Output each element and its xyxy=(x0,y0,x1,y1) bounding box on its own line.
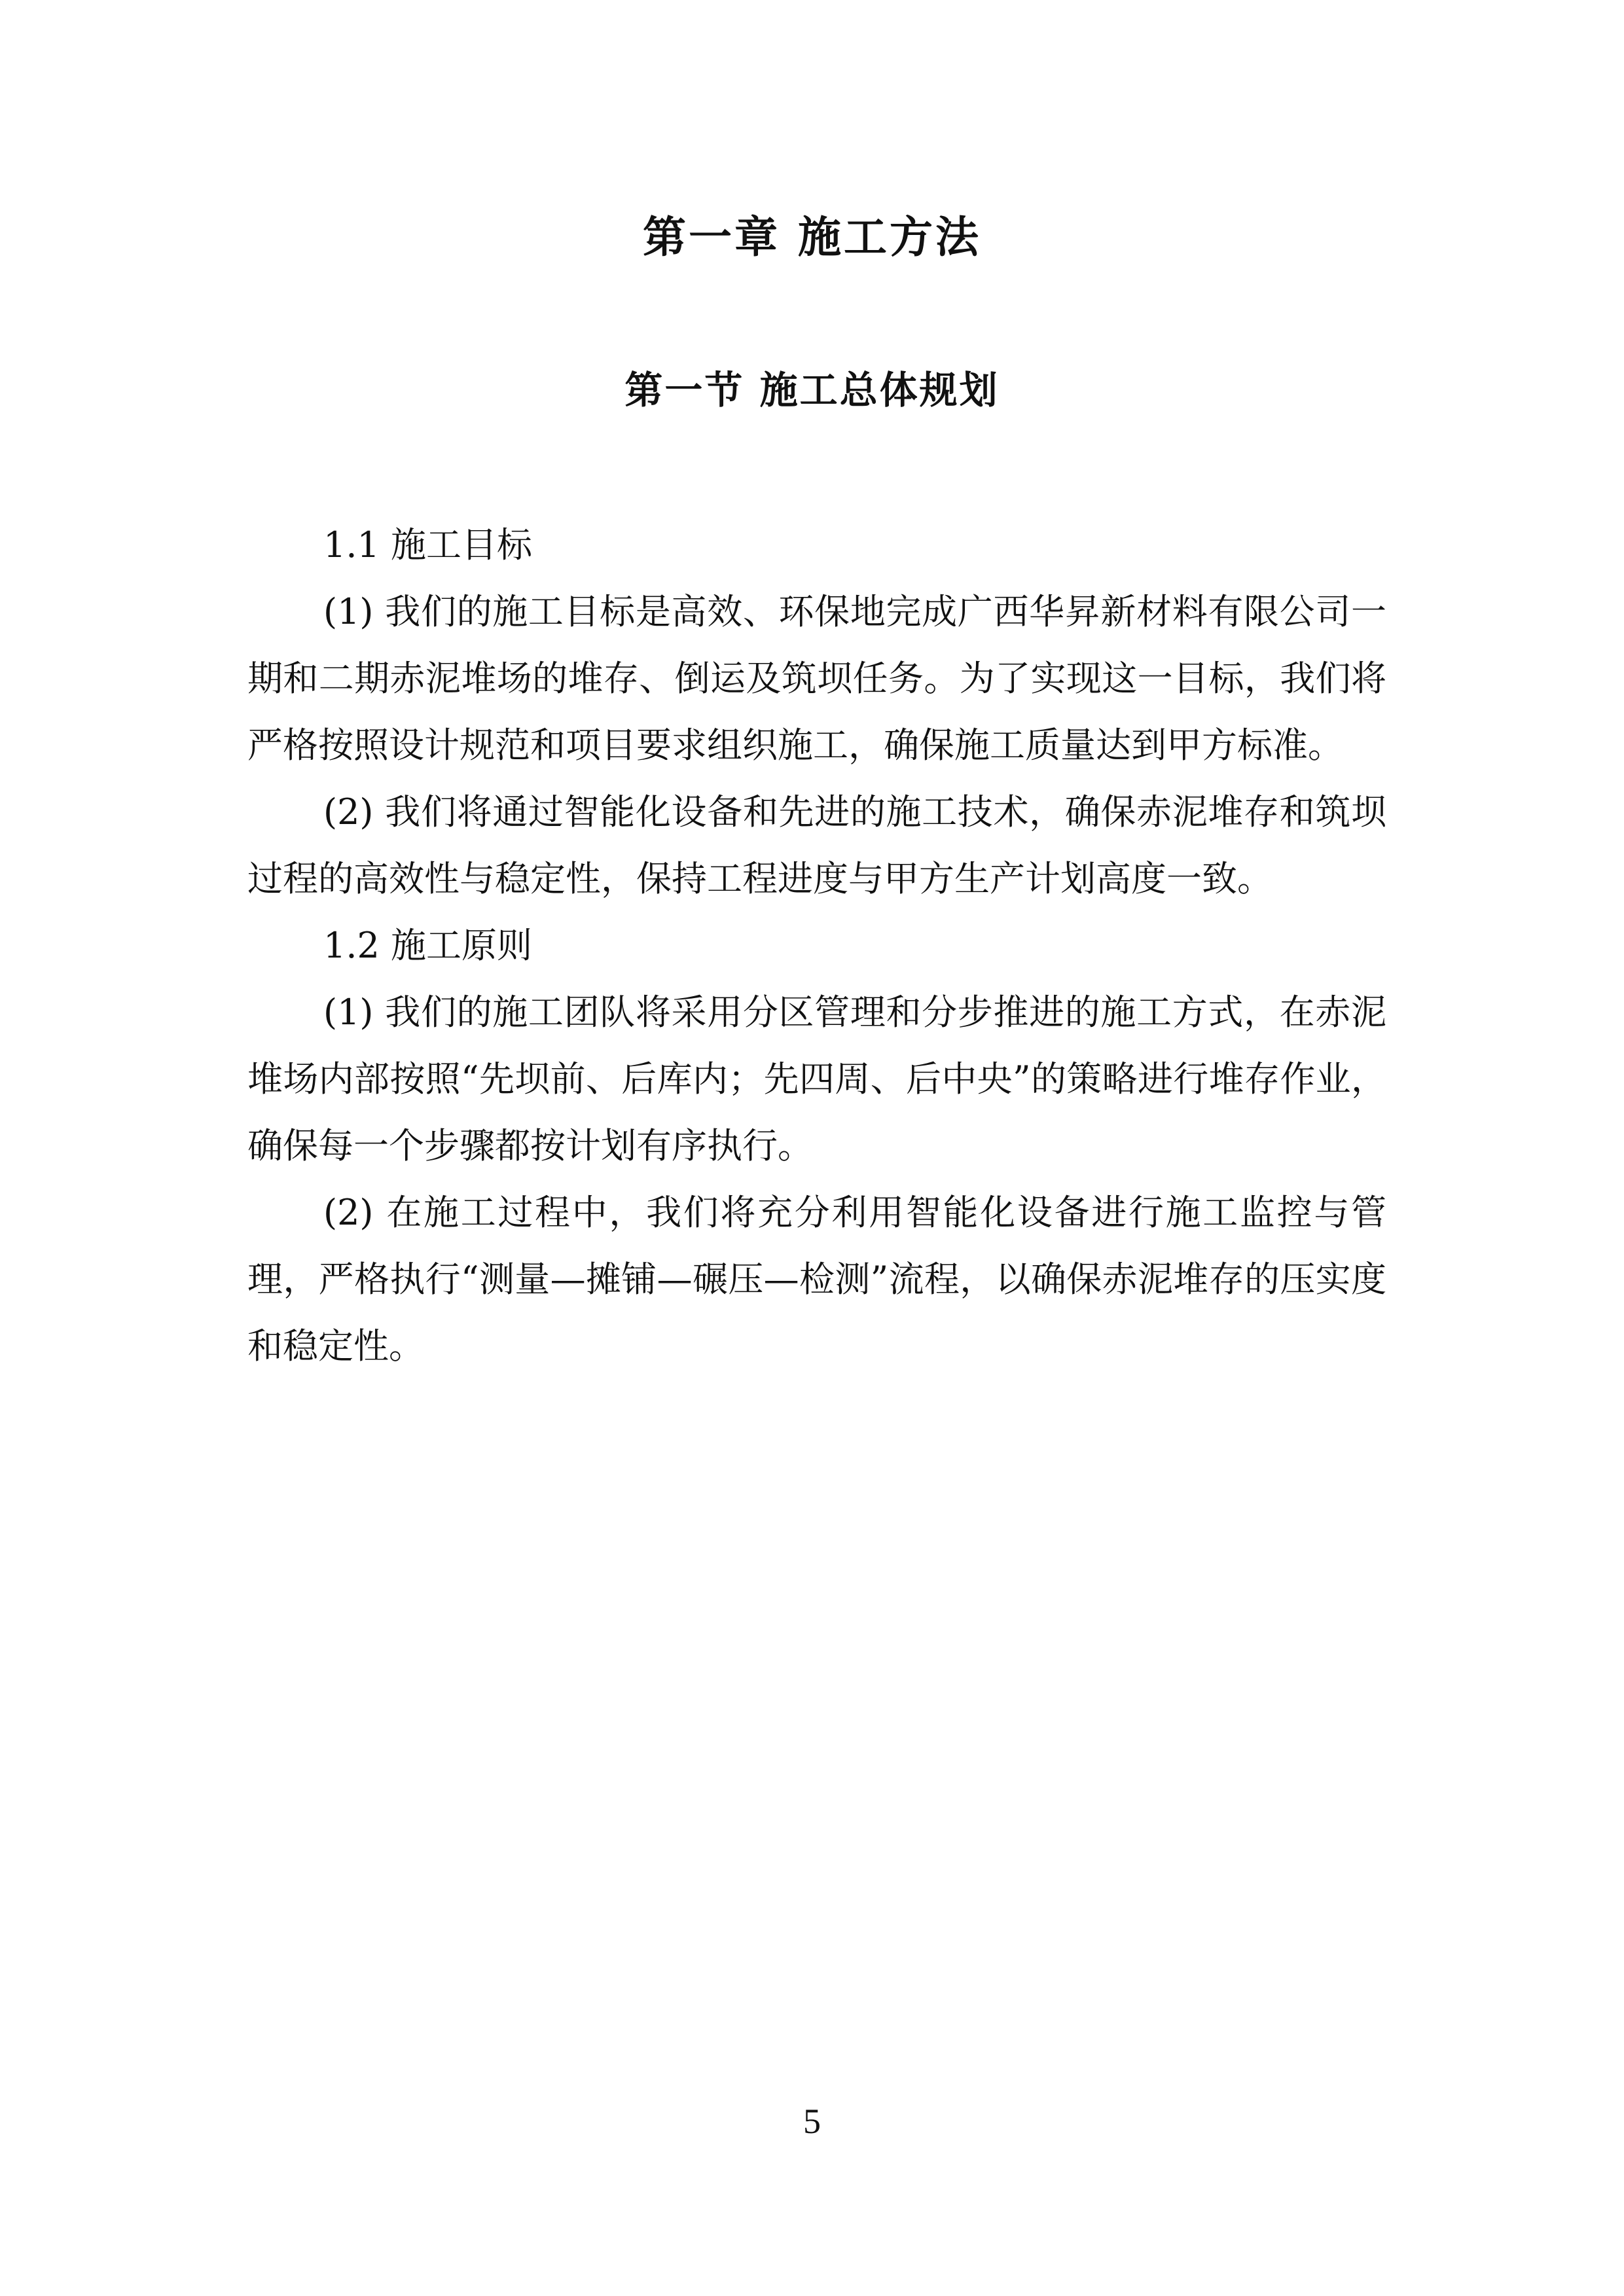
page-number: 5 xyxy=(803,2102,821,2141)
section-title: 第一节 施工总体规划 xyxy=(624,368,1000,412)
paragraph: (1) 我们的施工目标是高效、环保地完成广西华昇新材料有限公司一期和二期赤泥堆场的堆存、倒运及筑坝任务。为了实现这一目标，我们将严格按照设计规范和项目要求组织施工，确保施工质量达到甲方标准。 xyxy=(247,591,1386,766)
subsection-heading-1-2: 1.2 施工原则 xyxy=(323,925,533,966)
body-text xyxy=(247,512,1386,1380)
chapter-title: 第一章 施工方法 xyxy=(643,212,981,262)
paragraph: (2) 我们将通过智能化设备和先进的施工技术，确保赤泥堆存和筑坝过程的高效性与稳定性，保持工程进度与甲方生产计划高度一致。 xyxy=(247,791,1386,899)
paragraph: (1) 我们的施工团队将采用分区管理和分步推进的施工方式，在赤泥堆场内部按照“先坝前、后库内；先四周、后中央”的策略进行堆存作业，确保每一个步骤都按计划有序执行。 xyxy=(247,992,1386,1166)
subsection-heading-1-1: 1.1 施工目标 xyxy=(323,524,533,565)
paragraph: (2) 在施工过程中，我们将充分利用智能化设备进行施工监控与管理，严格执行“测量—摊铺—碾压—检测”流程，以确保赤泥堆存的压实度和稳定性。 xyxy=(247,1192,1386,1367)
